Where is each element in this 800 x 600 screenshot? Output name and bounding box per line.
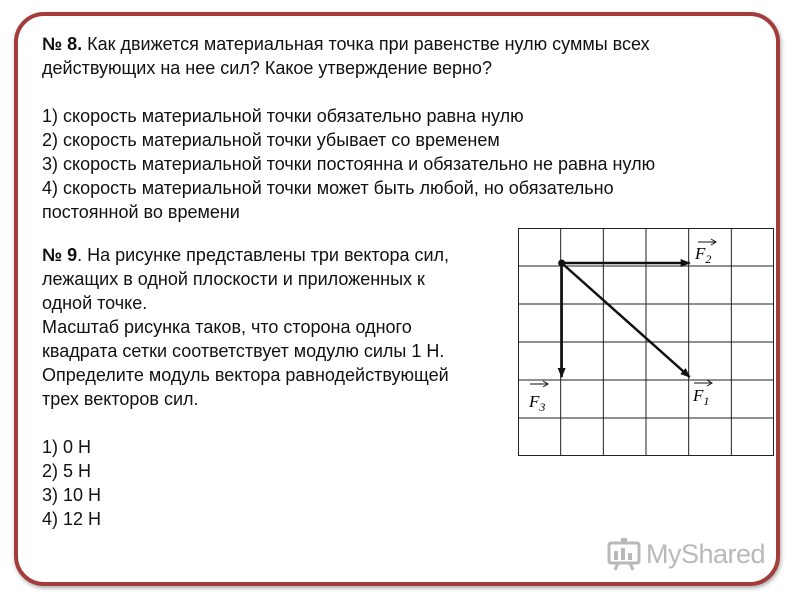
svg-text:F3 [528,392,545,414]
question-8 [42,32,742,224]
question-9-text: Масштаб рисунка таков, что сторона одного [42,317,412,337]
question-8-text-1: Как движется материальная точка при равенстве нулю суммы всех [82,34,650,54]
label-f2-letter: F [695,244,706,263]
question-8-number: № 8. [42,34,83,54]
label-f1-letter: F [693,386,704,405]
application-point [558,260,565,267]
label-f2 [694,239,716,266]
vector-f1 [562,263,690,377]
vector-grid-svg [518,228,774,456]
force-vectors [562,263,690,377]
label-f1-sub: 1 [703,394,710,408]
question-9 [42,243,512,531]
myshared-logo-icon [606,536,642,572]
question-9-text: одной точке. [42,293,148,313]
question-9-answer: 4) 12 Н [42,509,102,529]
label-f3-letter: F [529,392,540,411]
question-9-text: . На рисунке представлены три вектора сил, [77,245,450,265]
question-8-option: 3) скорость материальной точки постоянна и обязательно не равна нулю [42,154,656,174]
question-9-text: лежащих в одной плоскости и приложенных к [42,269,425,289]
svg-text:F1 [692,386,709,408]
question-8-option: 1) скорость материальной точки обязательно равна нулю [42,106,524,126]
question-8-option: 2) скорость материальной точки убывает со временем [42,130,500,150]
question-9-answer: 2) 5 Н [42,461,92,481]
question-8-title [42,32,742,56]
svg-text:F2 [694,244,711,266]
question-8-option: 4) скорость материальной точки может быть любой, но обязательно [42,178,614,198]
vector-figure [518,228,774,456]
question-9-text: квадрата сетки соответствует модулю силы 1 Н. [42,341,445,361]
question-8-option-cont: постоянной во времени [42,202,240,222]
question-9-answer: 3) 10 Н [42,485,102,505]
label-f2-sub: 2 [705,252,712,266]
question-9-text: Определите модуль вектора равнодействующей [42,365,449,385]
watermark [606,535,765,573]
watermark-text: MyShared [646,538,766,569]
question-9-answer: 1) 0 Н [42,437,92,457]
question-8-text-2: действующих на нее сил? Какое утверждение верно? [42,58,492,78]
label-f1 [692,380,712,408]
label-f3-sub: 3 [539,400,546,414]
question-9-text: трех векторов сил. [42,389,199,409]
question-9-title [42,243,512,267]
label-f3 [528,381,548,414]
question-9-number: № 9 [42,245,78,265]
